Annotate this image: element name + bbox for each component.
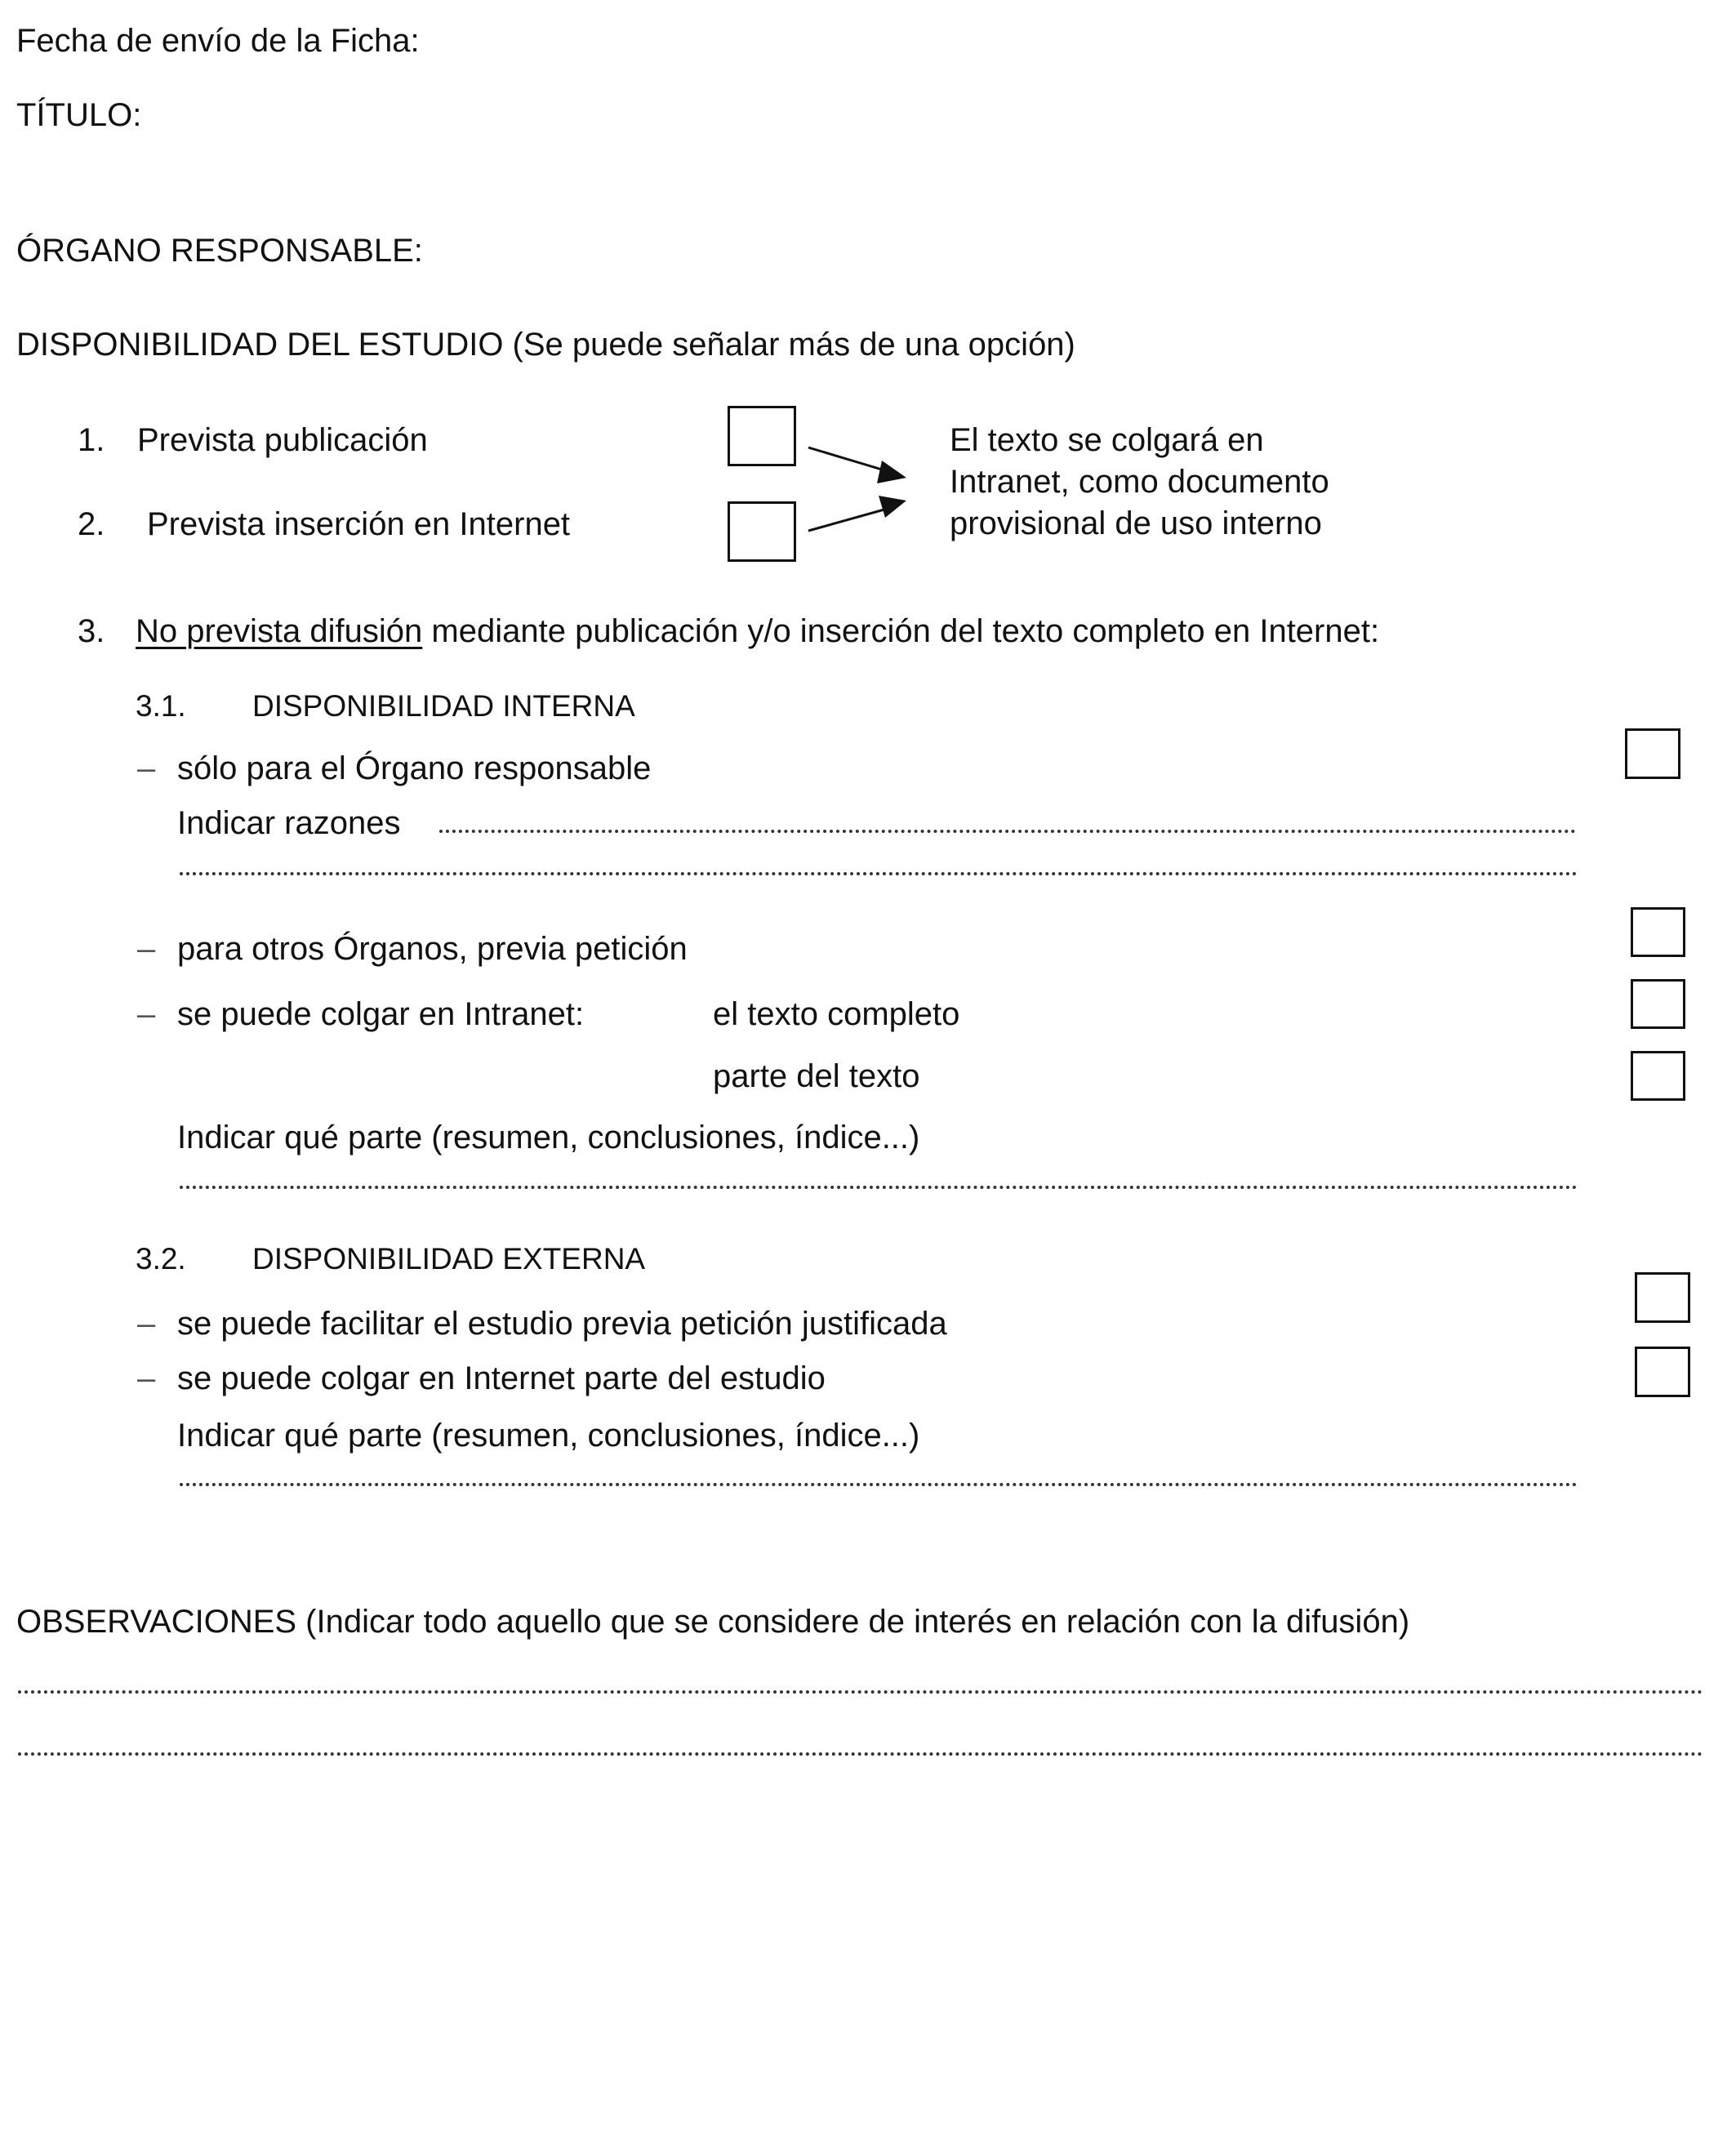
texto-completo-label: el texto completo xyxy=(713,996,960,1032)
option2-number: 2. xyxy=(78,506,105,542)
titulo-label: TÍTULO: xyxy=(16,97,142,133)
note-line2: Intranet, como documento xyxy=(950,464,1329,500)
externa-parte-label: Indicar qué parte (resumen, conclusiones, índice...) xyxy=(177,1418,920,1454)
externa-parte-dotted-line[interactable] xyxy=(180,1483,1578,1486)
fecha-envio-label: Fecha de envío de la Ficha: xyxy=(16,23,420,59)
option2-label: Prevista inserción en Internet xyxy=(147,506,571,542)
observaciones-heading: OBSERVACIONES (Indicar todo aquello que se considere de interés en relación con la difusión) xyxy=(16,1604,1410,1640)
interna-item2-dash: – xyxy=(137,931,156,967)
razones-label: Indicar razones xyxy=(177,805,401,841)
externa-number: 3.2. xyxy=(136,1242,186,1276)
observaciones-dotted-line-1[interactable] xyxy=(18,1690,1703,1694)
razones-dotted-line-2[interactable] xyxy=(180,872,1578,875)
interna-item1-label: sólo para el Órgano responsable xyxy=(177,750,652,786)
parte-texto-label: parte del texto xyxy=(713,1058,920,1094)
interna-parte-label: Indicar qué parte (resumen, conclusiones, índice...) xyxy=(177,1120,920,1155)
option3-number: 3. xyxy=(78,613,105,649)
razones-dotted-line-1[interactable] xyxy=(439,830,1576,833)
arrow-icons xyxy=(0,0,915,572)
otros-organos-checkbox[interactable] xyxy=(1631,907,1685,957)
externa-heading: DISPONIBILIDAD EXTERNA xyxy=(252,1242,646,1276)
externa-item1-label: se puede facilitar el estudio previa petición justificada xyxy=(177,1306,947,1342)
interna-item3-dash: – xyxy=(137,996,156,1032)
option3-underlined: No prevista difusión xyxy=(136,613,423,649)
note-line1: El texto se colgará en xyxy=(950,422,1264,458)
externa-item1-dash: – xyxy=(137,1306,156,1342)
option1-number: 1. xyxy=(78,422,105,458)
option3-rest: mediante publicación y/o inserción del texto completo en Internet: xyxy=(422,613,1380,649)
externa-item2-dash: – xyxy=(137,1360,156,1396)
organo-responsable-label: ÓRGANO RESPONSABLE: xyxy=(16,233,423,269)
option1-label: Prevista publicación xyxy=(137,422,428,458)
colgar-internet-checkbox[interactable] xyxy=(1635,1347,1690,1397)
facilitar-estudio-checkbox[interactable] xyxy=(1635,1272,1690,1323)
interna-heading: DISPONIBILIDAD INTERNA xyxy=(252,689,635,723)
interna-item1-dash: – xyxy=(137,750,156,786)
parte-texto-checkbox[interactable] xyxy=(1631,1051,1685,1101)
interna-number: 3.1. xyxy=(136,689,186,723)
texto-completo-checkbox[interactable] xyxy=(1631,979,1685,1029)
option3-text xyxy=(136,612,1379,651)
interna-item3-label: se puede colgar en Intranet: xyxy=(177,996,585,1032)
interna-parte-dotted-line[interactable] xyxy=(180,1186,1578,1189)
interna-item2-label: para otros Órganos, previa petición xyxy=(177,931,688,967)
note-line3: provisional de uso interno xyxy=(950,505,1322,541)
disponibilidad-heading: DISPONIBILIDAD DEL ESTUDIO (Se puede señalar más de una opción) xyxy=(16,327,1075,363)
solo-organo-checkbox[interactable] xyxy=(1625,728,1680,779)
externa-item2-label: se puede colgar en Internet parte del estudio xyxy=(177,1360,826,1396)
observaciones-dotted-line-2[interactable] xyxy=(18,1752,1703,1756)
